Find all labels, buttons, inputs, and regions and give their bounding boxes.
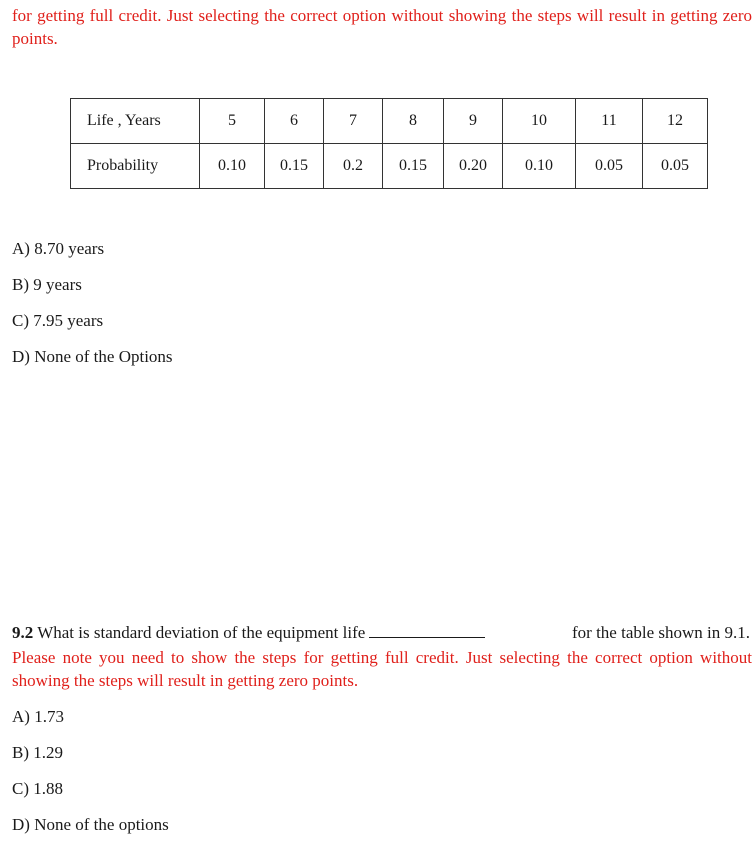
probability-cell: 0.05: [643, 144, 708, 189]
q2-option-d: D) None of the options: [12, 815, 169, 834]
intro-note: for getting full credit. Just selecting the correct option without showing the steps will result in getting zero points.: [12, 6, 752, 48]
life-cell: 9: [444, 99, 503, 144]
life-probability-table: [70, 98, 708, 189]
q2-option-a: A) 1.73: [12, 707, 64, 726]
row-header-life: Life , Years: [71, 99, 200, 144]
answer-blank: [369, 622, 485, 638]
q2-option-b: B) 1.29: [12, 743, 63, 762]
life-cell: 10: [503, 99, 576, 144]
q2-question: [12, 621, 752, 644]
life-cell: 6: [265, 99, 324, 144]
q2-question-text: What is standard deviation of the equipment life: [37, 623, 366, 642]
table-row-probability: [71, 144, 708, 189]
probability-cell: 0.10: [200, 144, 265, 189]
q2-question-suffix: for the table shown in 9.1.: [572, 623, 750, 642]
probability-cell: 0.15: [265, 144, 324, 189]
life-cell: 7: [324, 99, 383, 144]
life-cell: 5: [200, 99, 265, 144]
table-row-life: [71, 99, 708, 144]
q2-note: Please note you need to show the steps for getting full credit. Just selecting the correct option without showing the steps will result in getting zero points.: [12, 648, 752, 690]
probability-cell: 0.10: [503, 144, 576, 189]
row-header-probability: Probability: [71, 144, 200, 189]
probability-cell: 0.15: [383, 144, 444, 189]
probability-cell: 0.05: [576, 144, 643, 189]
life-cell: 12: [643, 99, 708, 144]
q1-option-d: D) None of the Options: [12, 347, 173, 366]
q1-option-a: A) 8.70 years: [12, 239, 105, 258]
life-cell: 8: [383, 99, 444, 144]
probability-cell: 0.20: [444, 144, 503, 189]
life-cell: 11: [576, 99, 643, 144]
q1-option-c: C) 7.95 years: [12, 311, 104, 330]
probability-cell: 0.2: [324, 144, 383, 189]
q2-number: 9.2: [12, 623, 34, 642]
q1-option-b: B) 9 years: [12, 275, 82, 294]
q2-option-c: C) 1.88: [12, 779, 63, 798]
